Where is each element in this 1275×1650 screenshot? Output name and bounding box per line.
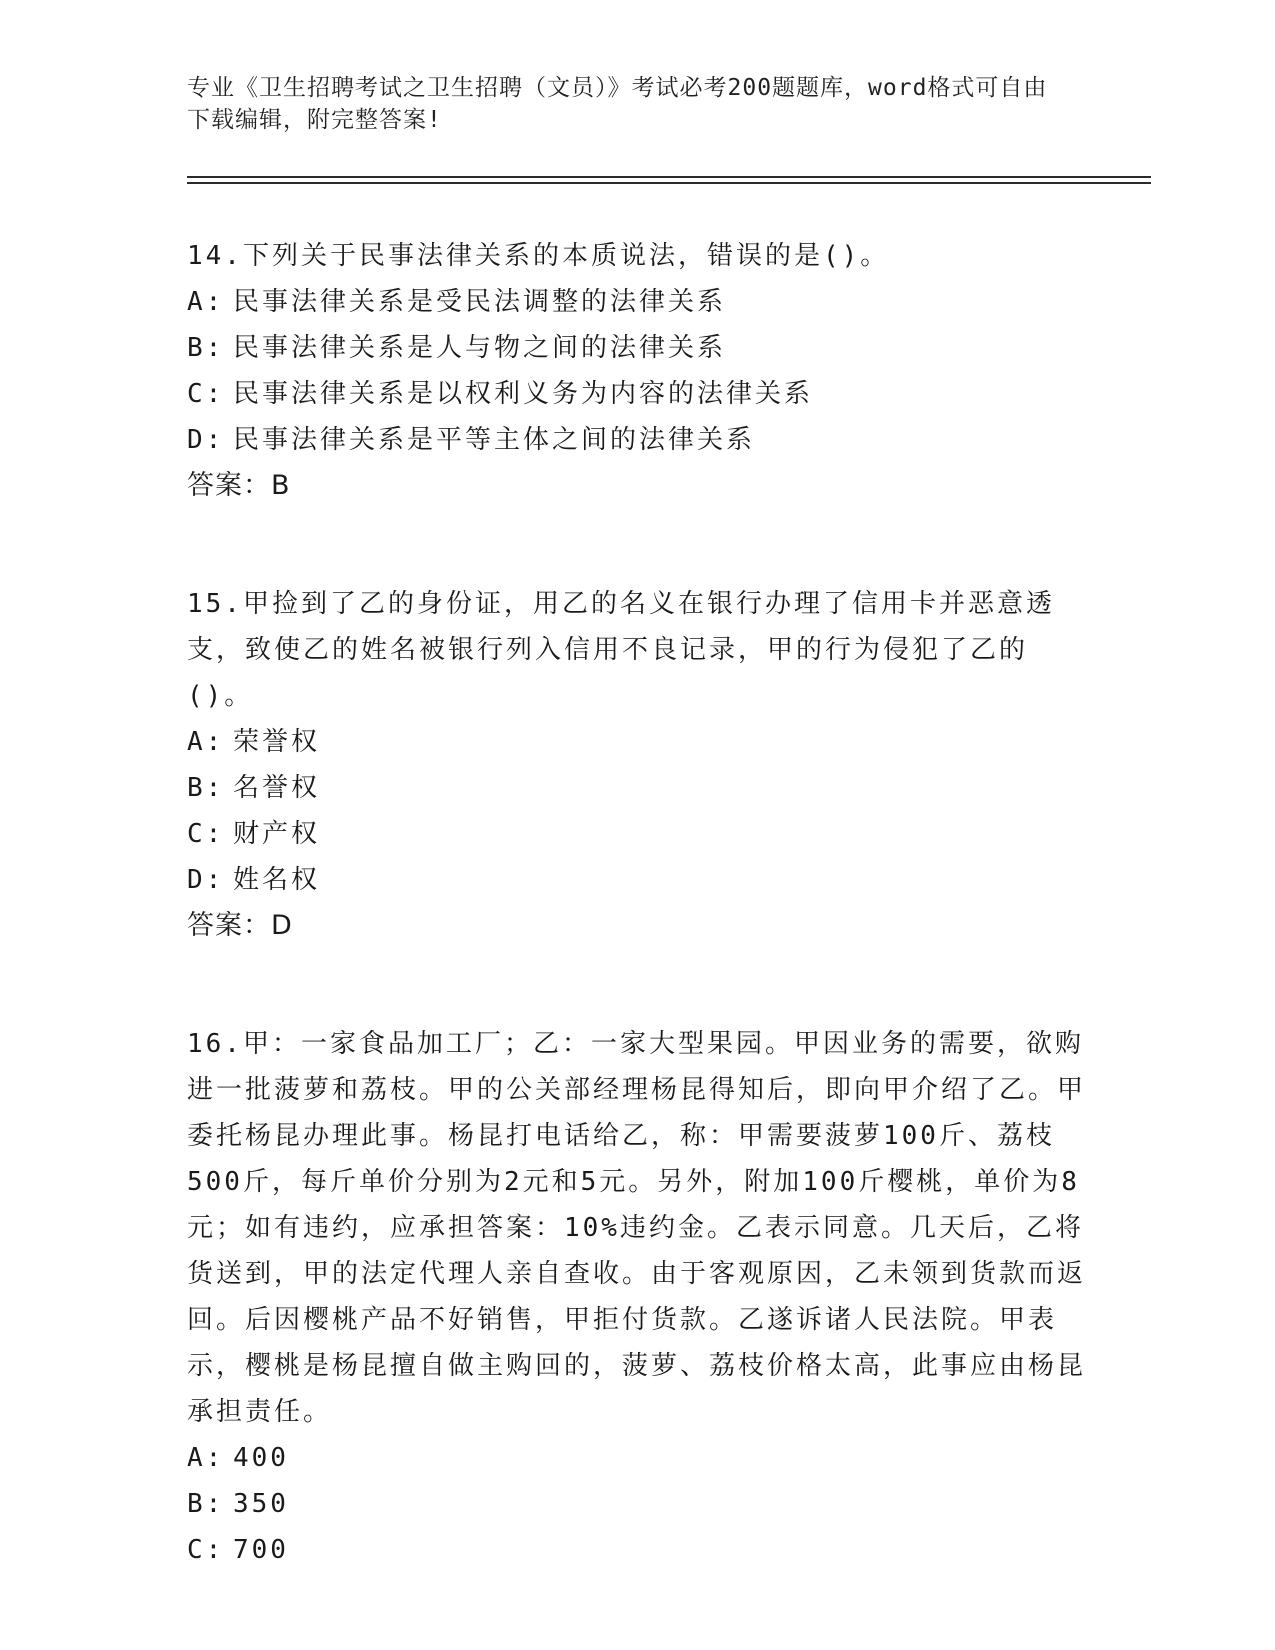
option-text: 民事法律关系是受民法调整的法律关系 — [233, 287, 727, 317]
option-c — [187, 371, 1087, 417]
option-b — [187, 1481, 1087, 1527]
question-16 — [187, 1021, 1087, 1573]
option-text: 姓名权 — [233, 865, 321, 895]
option-text: 400 — [233, 1443, 289, 1473]
option-text: 700 — [233, 1535, 289, 1565]
option-letter: B: — [187, 333, 225, 363]
option-letter: B: — [187, 1489, 225, 1519]
option-b — [187, 325, 1087, 371]
question-stem: 16.甲：一家食品加工厂；乙：一家大型果园。甲因业务的需要，欲购进一批菠萝和荔枝。甲的公关部经理杨昆得知后，即向甲介绍了乙。甲委托杨昆办理此事。杨昆打电话给乙，称：甲需要菠萝100斤、荔枝500斤，每斤单价分别为2元和5元。另外，附加100斤樱桃，单价为8元；如有违约，应承担答案：10%违约金。乙表示同意。几天后，乙将货送到，甲的法定代理人亲自查收。由于客观原因，乙未领到货款而返回。后因樱桃产品不好销售，甲拒付货款。乙遂诉诸人民法院。甲表示，樱桃是杨昆擅自做主购回的，菠萝、荔枝价格太高，此事应由杨昆承担责任。 — [187, 1029, 1087, 1427]
option-letter: A: — [187, 727, 225, 757]
header-divider-top — [187, 176, 1151, 178]
option-letter: C: — [187, 819, 225, 849]
option-letter: D: — [187, 865, 225, 895]
option-c — [187, 1527, 1087, 1573]
option-letter: B: — [187, 773, 225, 803]
option-text: 民事法律关系是人与物之间的法律关系 — [233, 333, 727, 363]
spacer — [187, 949, 1087, 1021]
option-text: 民事法律关系是平等主体之间的法律关系 — [233, 425, 756, 455]
option-letter: A: — [187, 1443, 225, 1473]
header-divider-bottom — [187, 182, 1151, 184]
question-15 — [187, 581, 1087, 949]
option-letter: D: — [187, 425, 225, 455]
question-14 — [187, 233, 1087, 509]
question-stem: 15.甲捡到了乙的身份证，用乙的名义在银行办理了信用卡并恶意透支，致使乙的姓名被银行列入信用不良记录，甲的行为侵犯了乙的()。 — [187, 589, 1055, 711]
option-text: 财产权 — [233, 819, 321, 849]
answer-line: 答案：B — [187, 470, 291, 501]
answer-line: 答案：D — [187, 910, 293, 941]
question-stem: 14.下列关于民事法律关系的本质说法，错误的是()。 — [187, 241, 890, 271]
option-b — [187, 765, 1087, 811]
option-text: 名誉权 — [233, 773, 321, 803]
option-d — [187, 417, 1087, 463]
option-letter: C: — [187, 379, 225, 409]
option-d — [187, 857, 1087, 903]
option-text: 荣誉权 — [233, 727, 321, 757]
option-c — [187, 811, 1087, 857]
option-text: 350 — [233, 1489, 289, 1519]
option-letter: C: — [187, 1535, 225, 1565]
option-a — [187, 719, 1087, 765]
option-text: 民事法律关系是以权利义务为内容的法律关系 — [233, 379, 814, 409]
document-header: 专业《卫生招聘考试之卫生招聘（文员）》考试必考200题题库，word格式可自由下载编辑，附完整答案! — [187, 75, 1048, 133]
option-a — [187, 279, 1087, 325]
option-a — [187, 1435, 1087, 1481]
option-letter: A: — [187, 287, 225, 317]
question-list — [187, 233, 1087, 1573]
spacer — [187, 509, 1087, 581]
